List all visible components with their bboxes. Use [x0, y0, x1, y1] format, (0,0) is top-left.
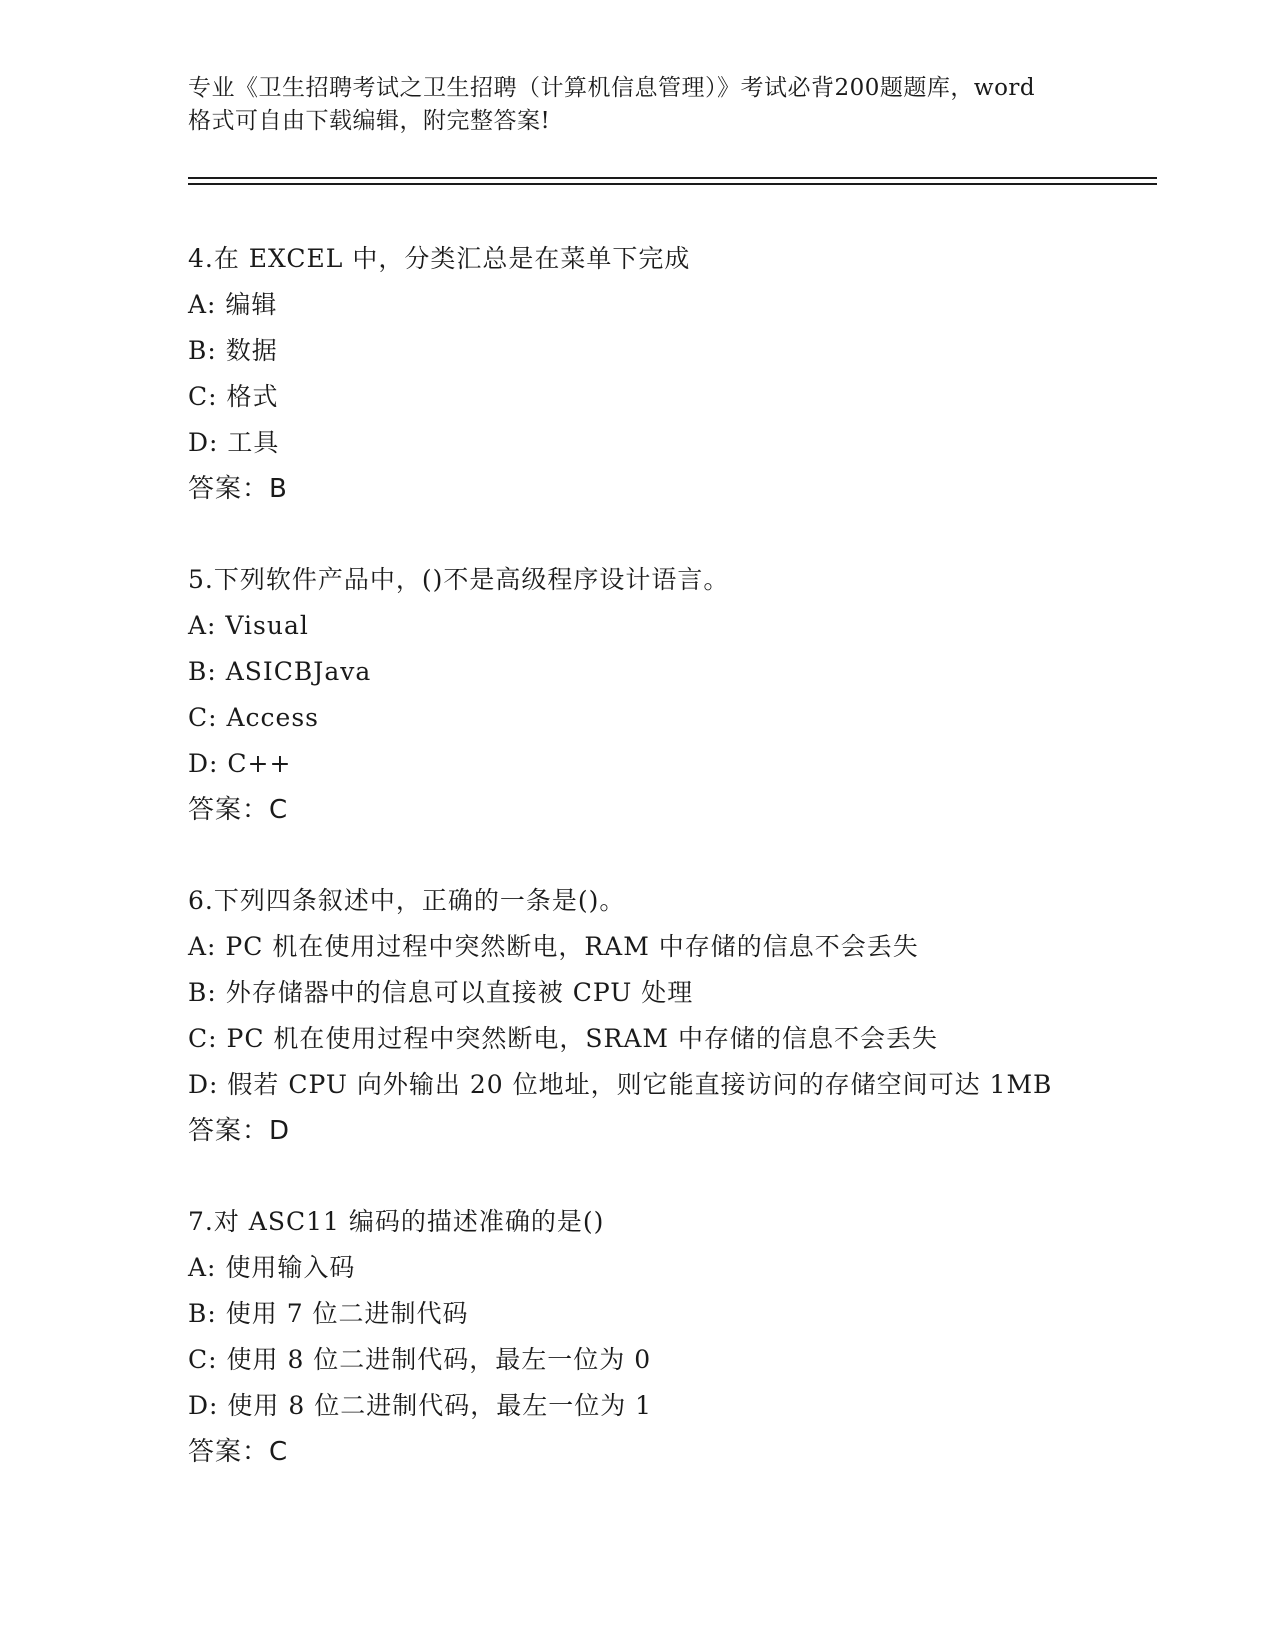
option-c: C: PC 机在使用过程中突然断电，SRAM 中存储的信息不会丢失 — [188, 1024, 938, 1053]
option-d: D: 假若 CPU 向外输出 20 位地址，则它能直接访问的存储空间可达 1MB — [188, 1070, 1053, 1099]
answer-line: 答案：C — [188, 795, 289, 825]
question-stem: 4.在 EXCEL 中，分类汇总是在菜单下完成 — [188, 244, 691, 273]
answer-line: 答案：D — [188, 1116, 291, 1146]
answer-line: 答案：C — [188, 1437, 289, 1467]
question-6 — [188, 878, 1188, 1154]
header-line-2: 格式可自由下载编辑，附完整答案! — [188, 108, 551, 134]
question-7 — [188, 1199, 1188, 1475]
option-b: B: 数据 — [188, 336, 278, 365]
option-b: B: 使用 7 位二进制代码 — [188, 1299, 469, 1328]
option-c: C: Access — [188, 703, 320, 732]
header-line-1: 专业《卫生招聘考试之卫生招聘（计算机信息管理）》考试必背200题题库，word — [188, 75, 1036, 101]
question-5 — [188, 557, 1188, 833]
option-d: D: 使用 8 位二进制代码，最左一位为 1 — [188, 1391, 653, 1420]
option-c: C: 格式 — [188, 382, 279, 411]
option-b: B: 外存储器中的信息可以直接被 CPU 处理 — [188, 978, 694, 1007]
question-stem: 7.对 ASC11 编码的描述准确的是() — [188, 1207, 605, 1236]
question-stem: 6.下列四条叙述中，正确的一条是()。 — [188, 886, 626, 915]
option-b: B: ASICBJava — [188, 657, 372, 686]
answer-line: 答案：B — [188, 474, 288, 504]
document-header — [188, 72, 1088, 138]
question-stem: 5.下列软件产品中，()不是高级程序设计语言。 — [188, 565, 730, 594]
question-4 — [188, 236, 1188, 512]
option-a: A: 编辑 — [188, 290, 278, 319]
option-d: D: C++ — [188, 749, 292, 778]
option-a: A: PC 机在使用过程中突然断电，RAM 中存储的信息不会丢失 — [188, 932, 919, 961]
option-c: C: 使用 8 位二进制代码，最左一位为 0 — [188, 1345, 652, 1374]
header-divider-top — [188, 177, 1157, 179]
option-a: A: 使用输入码 — [188, 1253, 356, 1282]
option-a: A: Visual — [188, 611, 309, 640]
header-divider-bottom — [188, 183, 1157, 185]
option-d: D: 工具 — [188, 428, 280, 457]
